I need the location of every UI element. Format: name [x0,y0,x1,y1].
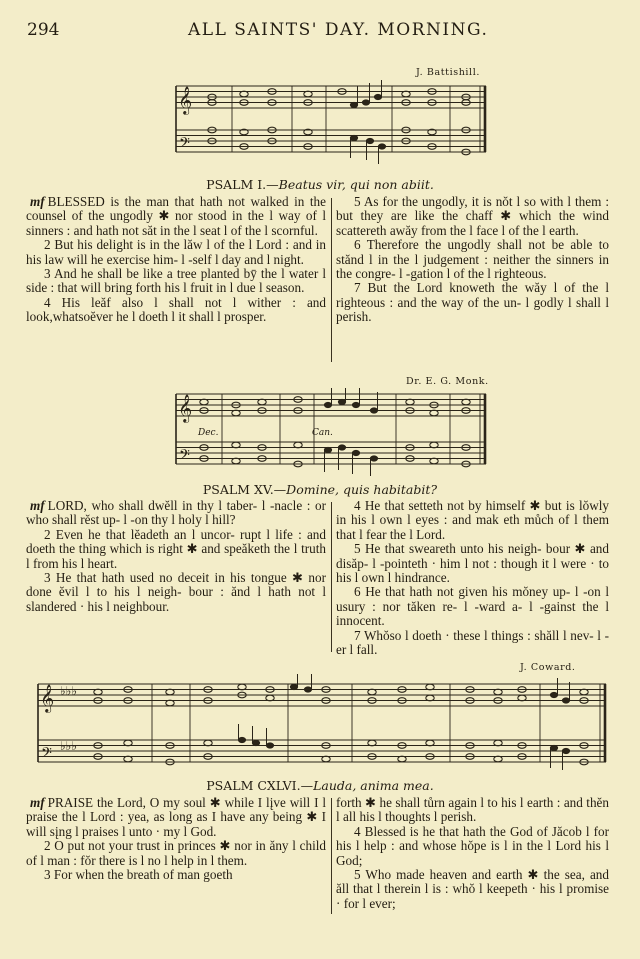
verse: 4 He that setteth not by himself ✱ but is lŏwly in his l own l eyes : and mak eth můch of l them that l fear the l Lord. [336,498,609,542]
verse: 5 Who made heaven and earth ✱ the sea, and ăll that l therein l is : whŏ l keepeth · his l promise · for l ever; [336,867,609,911]
dynamic-mark: mf [30,194,45,209]
column-divider [331,798,332,914]
verse: 4 Blessed is he that hath the God of Jăcob l for his l help : and whose hŏpe is l in the l Lord his l God; [336,823,609,868]
svg-text:𝄞: 𝄞 [178,394,193,422]
svg-text:♭♭♭: ♭♭♭ [60,684,77,698]
psalm-146-right-column [336,796,609,911]
page-number: 294 [27,20,60,40]
psalm-146-left-column [26,796,326,882]
verse [26,499,326,528]
verse-text: BLESSED is the man that hath not walked in the counsel of the ungodly ✱ nor stood in the l way of l sinners : and hath not săt in the l seat l of the l scornful. [26,194,326,238]
verse: 2 But his delight is in the lăw l of the l Lord : and in his law will he exercise him- l -self l day and l night. [26,237,326,267]
verse: 7 Whŏso l doeth · these l things : shăll l nev- l -er l fall. [336,627,609,658]
psalm-15-number: PSALM XV. [202,482,274,497]
verse: 4 His leăf also l shall not l wither : and look,whatsoĕver he l doeth l it shall l prosper. [26,294,326,325]
verse: 3 And he shall be like a tree planted bȳ the l water l side : that will bring forth his l fruit in l due l season. [26,266,326,296]
verse: 3 For when the breath of man goeth [44,867,233,883]
composer-coward: J. Coward. [520,662,576,673]
dynamic-mark: mf [30,498,45,513]
column-divider [331,198,332,362]
psalm-15-latin-incipit: Domine, quis habitabit? [286,482,438,497]
dynamic-mark: mf [30,795,45,810]
verse: 2 O put not your trust in princes ✱ nor in ăny l child of l man : fŏr there is l no l help in l them. [26,838,326,868]
psalm-1-right-column [336,195,609,325]
psalm-146-number: PSALM CXLVI. [206,778,301,793]
svg-text:𝄢: 𝄢 [179,447,190,467]
running-title: ALL SAINTS' DAY. MORNING. [188,20,489,40]
psalm-1-latin-incipit: Beatus vir, qui non abiit. [278,177,434,192]
composer-monk: Dr. E. G. Monk. [406,376,489,387]
svg-text:𝄞: 𝄞 [178,86,193,114]
decani-marking: Dec. [198,428,219,438]
verse: 7 But the Lord knoweth the wăy l of the l righteous : and the way of the un- l godly l shall l perish. [336,280,609,325]
chant-score-battishill [174,80,490,168]
svg-text:𝄢: 𝄢 [41,745,52,765]
verse: 2 Even he that lĕadeth an l uncor- rupt l life : and doeth the thing which is right ✱ and speăketh the l truth l from his l heart. [26,526,326,571]
svg-text:𝄞: 𝄞 [40,684,55,712]
psalm-15-left-column [26,499,326,614]
psalm-15-title: PSALM XV.—Domine, quis habitabit? [202,482,438,497]
psalm-1-number: PSALM I. [206,177,267,192]
verse: forth ✱ he shall tůrn again l to his l earth : and thĕn l all his l thoughts l perish. [336,795,609,825]
column-divider [331,502,332,652]
verse: 5 As for the ungodly, it is nŏt l so with l them : but they are like the chaff ✱ which the wind scattereth awăy from the l face l of the l earth. [336,194,609,238]
psalm-15-right-column [336,499,609,657]
svg-text:♭♭♭: ♭♭♭ [60,739,77,753]
verse [26,796,326,839]
verse: 6 He that hath not given his mŏney up- l -on l usury : nor tăken re- l -ward a- l -gainst the l innocent. [336,584,609,629]
verse: 6 Therefore the ungodly shall not be able to stănd l in the l judgement : neither the sinners in the congre- l -gation l of the l righteous. [336,237,609,282]
composer-battishill: J. Battishill. [416,67,480,78]
verse [26,195,326,238]
svg-text:𝄢: 𝄢 [179,135,190,155]
chant-score-coward [36,674,610,774]
verse: 3 He that hath used no deceit in his tongue ✱ nor done ĕvil l to his l neigh- bour : ănd l hath not l slandered · his l neighbour. [26,570,326,614]
verse-text: LORD, who shall dwĕll in thy l taber- l -nacle : or who shall rĕst up- l -on thy l holy l hill? [26,498,326,528]
psalm-1-title: PSALM I.—Beatus vir, qui non abiit. [206,177,434,192]
cantoris-marking: Can. [312,428,333,438]
psalm-146-title: PSALM CXLVI.—Lauda, anima mea. [206,778,434,793]
psalm-1-left-column [26,195,326,325]
psalm-146-latin-incipit: Lauda, anima mea. [313,778,434,793]
verse: 5 He that sweareth unto his neigh- bour ✱ and disăp- l -pointeth · him l not : though it l were · to his l own l hindrance. [336,541,609,586]
verse-text: PRAISE the Lord, O my soul ✱ while I lįve will I l praise the l Lord : yea, as long as I have any being ✱ I will sįng l praises l unto · my l God. [26,795,326,839]
